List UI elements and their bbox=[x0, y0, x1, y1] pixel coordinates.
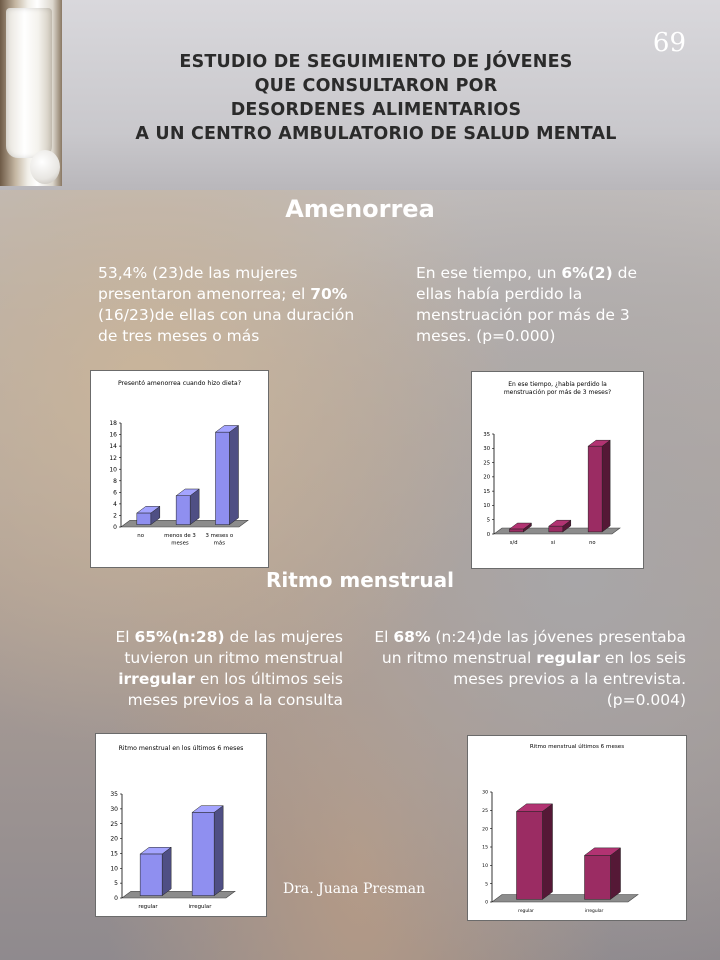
section-title-amenorrea: Amenorrea bbox=[285, 195, 435, 223]
bar bbox=[192, 812, 214, 895]
y-tick-label: 16 bbox=[109, 431, 117, 439]
chart-title: Ritmo menstrual últimos 6 meses bbox=[529, 744, 625, 750]
y-tick-label: 25 bbox=[110, 820, 118, 828]
bar-side bbox=[162, 847, 171, 895]
amenorrea-left-text: 53,4% (23)de las mujeres presentaron amenorrea; el 70% (16/23)de ellas con una duración de tres meses o más bbox=[98, 264, 355, 345]
y-tick-label: 15 bbox=[482, 845, 488, 851]
y-tick-label: 15 bbox=[110, 850, 118, 858]
bar-side bbox=[543, 804, 553, 900]
bar bbox=[140, 854, 162, 896]
chart-floor bbox=[492, 895, 638, 903]
x-category-label: no bbox=[589, 540, 596, 546]
y-tick-label: 35 bbox=[483, 431, 490, 438]
milk-glass-photo bbox=[0, 0, 62, 186]
chart-ritmo-ultimos-6-meses-regular bbox=[467, 735, 687, 921]
y-tick-label: 14 bbox=[109, 443, 117, 451]
y-tick-label: 2 bbox=[113, 512, 117, 520]
bar bbox=[176, 496, 190, 525]
x-category-label: menos de 3 bbox=[164, 533, 196, 539]
bar-side bbox=[229, 425, 238, 524]
milk-glass-image bbox=[6, 8, 52, 158]
x-category-label: no bbox=[137, 533, 145, 539]
chart-amenorrea-duration bbox=[90, 370, 269, 568]
section-title-ritmo: Ritmo menstrual bbox=[266, 568, 454, 592]
bar bbox=[588, 446, 602, 532]
chart-ritmo-ultimos-6-meses bbox=[95, 733, 267, 917]
y-tick-label: 25 bbox=[482, 808, 488, 814]
bar-side bbox=[602, 440, 610, 532]
y-tick-label: 20 bbox=[110, 835, 118, 843]
title-line: ESTUDIO DE SEGUIMIENTO DE JÓVENES bbox=[179, 52, 573, 72]
chart-title: En ese tiempo, ¿había perdido la bbox=[508, 381, 607, 388]
x-category-label: meses bbox=[171, 540, 189, 547]
x-category-label: irregular bbox=[584, 909, 604, 914]
y-tick-label: 30 bbox=[482, 790, 488, 796]
y-tick-label: 10 bbox=[109, 466, 117, 474]
y-tick-label: 0 bbox=[114, 895, 118, 903]
y-tick-label: 10 bbox=[483, 503, 490, 510]
y-tick-label: 18 bbox=[109, 420, 117, 428]
bar bbox=[585, 855, 611, 899]
y-tick-label: 6 bbox=[113, 489, 117, 497]
page-title bbox=[96, 50, 656, 146]
y-tick-label: 5 bbox=[486, 517, 490, 524]
y-tick-label: 20 bbox=[483, 474, 490, 481]
y-tick-label: 12 bbox=[109, 454, 117, 462]
chart-amenorrea-loss bbox=[471, 371, 644, 569]
amenorrea-right-text: En ese tiempo, un 6%(2) de ellas había perdido la menstruación por más de 3 meses. (p=0.000) bbox=[416, 264, 637, 345]
bar-side bbox=[214, 806, 223, 896]
x-category-label: regular bbox=[138, 904, 158, 910]
y-tick-label: 0 bbox=[113, 524, 117, 532]
y-tick-label: 20 bbox=[482, 827, 488, 833]
x-category-label: regular bbox=[518, 909, 534, 914]
title-line: DESORDENES ALIMENTARIOS bbox=[230, 100, 522, 120]
bar bbox=[517, 811, 543, 899]
x-category-label: más bbox=[213, 540, 226, 547]
chart-title: menstruación por más de 3 meses? bbox=[503, 389, 612, 396]
x-category-label: irregular bbox=[188, 904, 212, 910]
title-line: QUE CONSULTARON POR bbox=[254, 76, 498, 96]
bar-side bbox=[611, 848, 621, 900]
ritmo-right-text: El 68% (n:24)de las jóvenes presentaba un ritmo menstrual regular en los seis meses previos a la entrevista. (p=0.004) bbox=[374, 628, 686, 709]
bar bbox=[509, 529, 523, 532]
chart-title: Presentó amenorrea cuando hizo dieta? bbox=[117, 380, 242, 387]
y-tick-label: 4 bbox=[113, 500, 117, 508]
x-category-label: 3 meses o bbox=[205, 533, 234, 539]
y-tick-label: 30 bbox=[110, 805, 118, 813]
y-tick-label: 30 bbox=[483, 446, 490, 453]
title-line: A UN CENTRO AMBULATORIO DE SALUD MENTAL bbox=[135, 124, 617, 144]
ritmo-left-text: El 65%(n:28) de las mujeres tuvieron un ritmo menstrual irregular en los últimos seis meses previos a la consulta bbox=[115, 628, 343, 709]
y-tick-label: 0 bbox=[485, 900, 488, 906]
y-tick-label: 5 bbox=[114, 880, 118, 888]
bar bbox=[137, 513, 151, 525]
y-tick-label: 10 bbox=[482, 863, 488, 869]
y-tick-label: 0 bbox=[486, 531, 490, 538]
chart-title: Ritmo menstrual en los últimos 6 meses bbox=[118, 745, 244, 752]
y-tick-label: 35 bbox=[110, 791, 118, 799]
y-tick-label: 10 bbox=[110, 865, 118, 873]
bar bbox=[549, 526, 563, 532]
x-category-label: si bbox=[550, 540, 556, 546]
author-name: Dra. Juana Presman bbox=[283, 881, 426, 897]
y-tick-label: 5 bbox=[485, 882, 488, 888]
egg-image bbox=[30, 150, 60, 184]
y-tick-label: 25 bbox=[483, 460, 490, 467]
y-tick-label: 15 bbox=[483, 488, 490, 495]
page-number: 69 bbox=[652, 28, 686, 58]
x-category-label: s/d bbox=[509, 540, 518, 546]
bar bbox=[215, 432, 229, 524]
y-tick-label: 8 bbox=[113, 477, 117, 485]
